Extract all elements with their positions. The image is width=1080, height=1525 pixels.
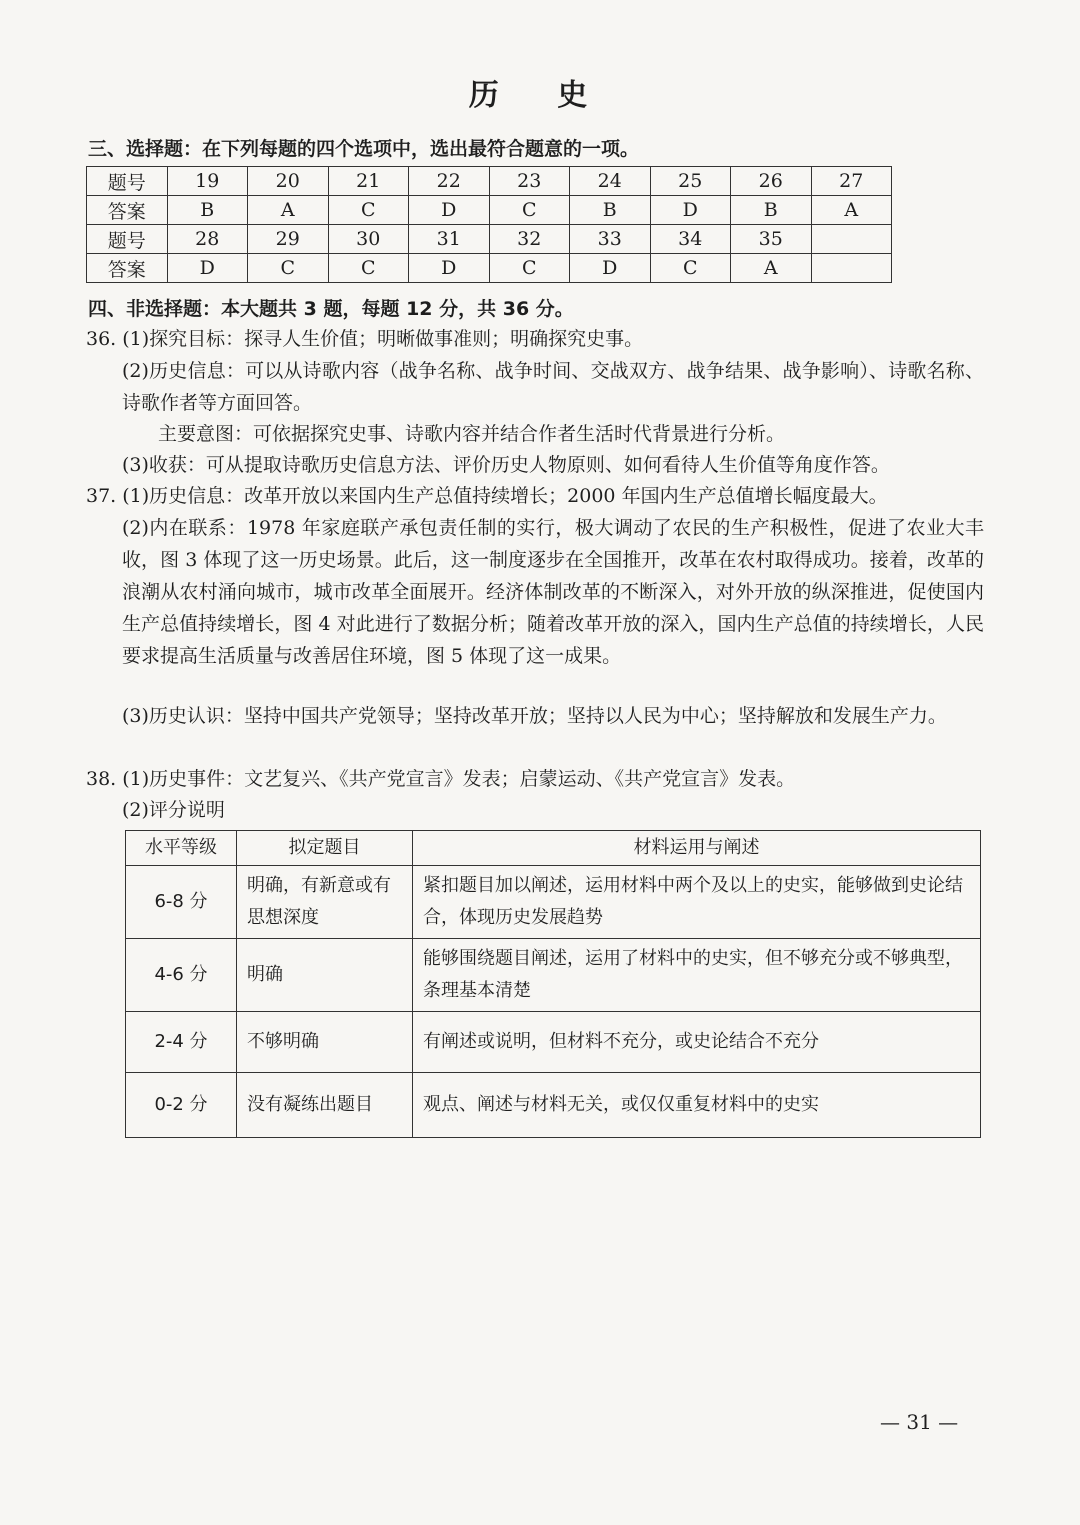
answer-cell: C	[489, 196, 570, 225]
answer-cell: D	[167, 254, 248, 283]
q36-intent: 主要意图：可依据探究史事、诗歌内容并结合作者生活时代背景进行分析。	[158, 423, 786, 445]
answer-cell: C	[650, 254, 731, 283]
question-number: 30	[328, 225, 409, 254]
question-number: 19	[167, 167, 248, 196]
question-number: 23	[489, 167, 570, 196]
question-number: 28	[167, 225, 248, 254]
q37-part2: (2)内在联系：1978 年家庭联产承包责任制的实行，极大调动了农民的生产积极性，促进了农业大丰收，图 3 体现了这一历史场景。此后，这一制度逐步在全国推开，改革在农村取得成功。接着，改革的浪潮从农村涌向城市，城市改革全面展开。经济体制改革的不断深入，对外开放的纵深推进，促使国内生产总值持续增长，图 4 对此进行了数据分析；随着改革开放的深入，国内生产总值的持续增长，人民要求提高生活质量与改善居住环境，图 5 体现了这一成果。	[122, 517, 984, 667]
q38-part1: 38. (1)历史事件：文艺复兴、《共产党宣言》发表；启蒙运动、《共产党宣言》发表。	[86, 768, 796, 790]
q37-part3: (3)历史认识：坚持中国共产党领导；坚持改革开放；坚持以人民为中心；坚持解放和发展生产力。	[122, 705, 947, 727]
section-4-heading: 四、非选择题：本大题共 3 题，每题 12 分，共 36 分。	[88, 298, 574, 320]
page-number: — 31 —	[880, 1410, 959, 1434]
material-cell: 紧扣题目加以阐述，运用材料中两个及以上的史实，能够做到史论结合，体现历史发展趋势	[413, 866, 981, 939]
topic-cell: 没有凝练出题目	[237, 1073, 413, 1138]
q37-part1: 37. (1)历史信息：改革开放以来国内生产总值持续增长；2000 年国内生产总值增长幅度最大。	[86, 485, 888, 507]
level-cell: 4-6 分	[126, 939, 237, 1012]
question-number: 29	[248, 225, 329, 254]
topic-cell: 不够明确	[237, 1012, 413, 1073]
section-3-heading: 三、选择题：在下列每题的四个选项中，选出最符合题意的一项。	[88, 138, 640, 160]
table-row	[126, 1073, 981, 1138]
answer-cell: A	[731, 254, 812, 283]
row-label: 题号	[87, 167, 168, 196]
answer-cell: A	[248, 196, 329, 225]
question-number: 35	[731, 225, 812, 254]
column-header: 拟定题目	[237, 831, 413, 866]
question-number: 34	[650, 225, 731, 254]
answer-cell: A	[811, 196, 892, 225]
q36-part2: (2)历史信息：可以从诗歌内容（战争名称、战争时间、交战双方、战争结果、战争影响）、诗歌名称、诗歌作者等方面回答。	[122, 360, 984, 414]
q38-part2: (2)评分说明	[122, 799, 225, 821]
question-number: 32	[489, 225, 570, 254]
question-number: 22	[409, 167, 490, 196]
question-number: 33	[570, 225, 651, 254]
topic-cell: 明确，有新意或有思想深度	[237, 866, 413, 939]
table-header-row	[126, 831, 981, 866]
table-row	[87, 254, 892, 283]
question-number: 20	[248, 167, 329, 196]
level-cell: 2-4 分	[126, 1012, 237, 1073]
table-row	[126, 1012, 981, 1073]
question-number: 26	[731, 167, 812, 196]
scoring-table	[125, 830, 981, 1138]
q36-part1: 36. (1)探究目标：探寻人生价值；明晰做事准则；明确探究史事。	[86, 328, 644, 350]
column-header: 水平等级	[126, 831, 237, 866]
page-title: 历 史	[468, 78, 612, 113]
level-cell: 0-2 分	[126, 1073, 237, 1138]
answer-cell: B	[570, 196, 651, 225]
answer-cell: D	[650, 196, 731, 225]
answer-cell: D	[409, 196, 490, 225]
column-header: 材料运用与阐述	[413, 831, 981, 866]
table-row	[126, 939, 981, 1012]
answer-cell: C	[489, 254, 570, 283]
answer-cell: C	[328, 196, 409, 225]
answer-cell: B	[731, 196, 812, 225]
answer-table	[86, 166, 892, 283]
question-number: 21	[328, 167, 409, 196]
material-cell: 有阐述或说明，但材料不充分，或史论结合不充分	[413, 1012, 981, 1073]
answer-cell: D	[570, 254, 651, 283]
question-number: 31	[409, 225, 490, 254]
answer-cell	[811, 254, 892, 283]
answer-cell: B	[167, 196, 248, 225]
level-cell: 6-8 分	[126, 866, 237, 939]
question-number: 24	[570, 167, 651, 196]
question-number: 25	[650, 167, 731, 196]
answer-cell: C	[248, 254, 329, 283]
answer-cell: C	[328, 254, 409, 283]
table-row	[126, 866, 981, 939]
material-cell: 能够围绕题目阐述，运用了材料中的史实，但不够充分或不够典型，条理基本清楚	[413, 939, 981, 1012]
q36-part3: (3)收获：可从提取诗歌历史信息方法、评价历史人物原则、如何看待人生价值等角度作答。	[122, 454, 890, 476]
table-row	[87, 196, 892, 225]
question-number: 27	[811, 167, 892, 196]
table-row	[87, 167, 892, 196]
table-row	[87, 225, 892, 254]
material-cell: 观点、阐述与材料无关，或仅仅重复材料中的史实	[413, 1073, 981, 1138]
answer-cell: D	[409, 254, 490, 283]
row-label: 答案	[87, 196, 168, 225]
topic-cell: 明确	[237, 939, 413, 1012]
question-number	[811, 225, 892, 254]
row-label: 题号	[87, 225, 168, 254]
row-label: 答案	[87, 254, 168, 283]
